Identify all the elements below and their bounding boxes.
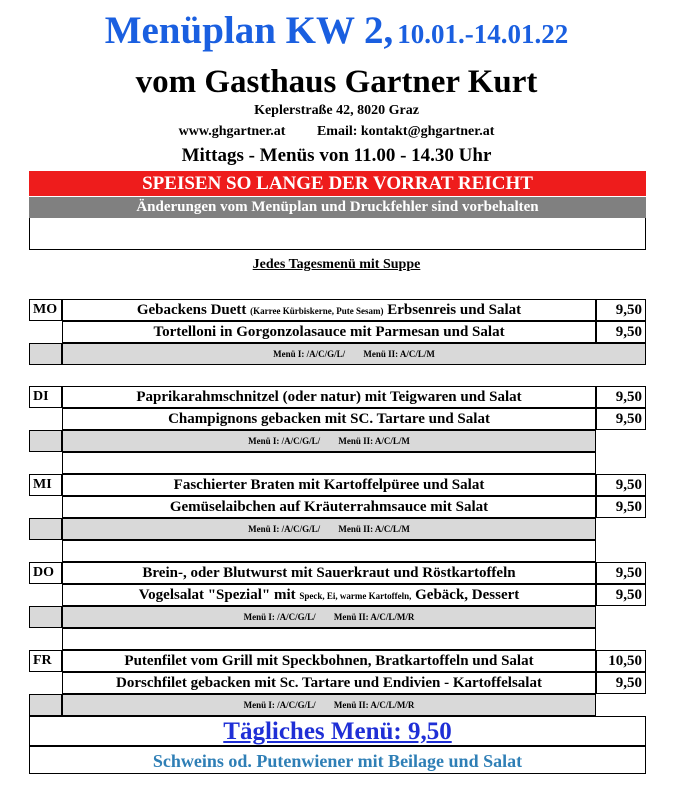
dish-mo-1 (62, 299, 596, 321)
grey-cell (29, 606, 62, 628)
allergen-mi-1: Menü I: /A/C/G/L/ (248, 524, 321, 534)
allergen-fr-1: Menü I: /A/C/G/L/ (243, 700, 316, 710)
notice-gray-banner: Änderungen vom Menüplan und Druckfehler sind vorbehalten (29, 197, 646, 218)
email-link[interactable]: Email: kontakt@ghgartner.at (316, 124, 495, 139)
price-di-1: 9,50 (596, 386, 646, 408)
allergen-mi-2: Menü II: A/C/L/M (338, 524, 410, 534)
notice-red-banner: SPEISEN SO LANGE DER VORRAT REICHT (29, 171, 646, 196)
price-mi-2: 9,50 (596, 496, 646, 518)
allergen-di (62, 430, 596, 452)
opening-hours: Mittags - Menüs von 11.00 - 14.30 Uhr (181, 145, 492, 166)
price-do-1: 9,50 (596, 562, 646, 584)
day-label-do: DO (29, 562, 62, 584)
address: Keplerstraße 42, 8020 Graz (254, 103, 419, 118)
allergen-mo (62, 343, 646, 365)
dish-mi-2: Gemüselaibchen auf Kräuterrahmsauce mit Salat (62, 496, 596, 518)
blank-row (62, 628, 596, 650)
title-main: Menüplan KW 2, (104, 9, 394, 52)
price-fr-1: 10,50 (596, 650, 646, 672)
grey-cell (29, 694, 62, 716)
dish-fr-2: Dorschfilet gebacken mit Sc. Tartare und Endivien - Kartoffelsalat (62, 672, 596, 694)
allergen-do-1: Menü I: /A/C/G/L/ (243, 612, 316, 622)
price-di-2: 9,50 (596, 408, 646, 430)
grey-cell (29, 518, 62, 540)
dish-do-2-main: Vogelsalat "Spezial" mit (138, 587, 296, 603)
website-link[interactable]: www.ghgartner.at (178, 124, 286, 139)
price-do-2: 9,50 (596, 584, 646, 606)
price-mo-2: 9,50 (596, 321, 646, 343)
blank-row (62, 540, 596, 562)
dish-mi-1: Faschierter Braten mit Kartoffelpüree und Salat (62, 474, 596, 496)
allergen-do (62, 606, 596, 628)
allergen-di-2: Menü II: A/C/L/M (338, 436, 410, 446)
price-fr-2: 9,50 (596, 672, 646, 694)
dish-do-2-small: Speck, Ei, warme Kartoffeln, (299, 591, 412, 601)
price-mo-1: 9,50 (596, 299, 646, 321)
day-label-di: DI (29, 386, 62, 408)
dish-mo-1-main: Gebackens Duett (136, 302, 247, 318)
allergen-di-1: Menü I: /A/C/G/L/ (248, 436, 321, 446)
empty-box (29, 218, 646, 250)
day-label-fr: FR (29, 650, 62, 672)
dish-do-1: Brein-, oder Blutwurst mit Sauerkraut und Röstkartoffeln (62, 562, 596, 584)
dish-fr-1: Putenfilet vom Grill mit Speckbohnen, Bratkartoffeln und Salat (62, 650, 596, 672)
dish-do-2-rest: Gebäck, Dessert (415, 587, 520, 603)
dish-do-2 (62, 584, 596, 606)
grey-cell (29, 430, 62, 452)
page-title (0, 8, 673, 53)
allergen-mi (62, 518, 596, 540)
contact-line (0, 124, 673, 140)
daily-menu-description: Schweins od. Putenwiener mit Beilage und Salat (29, 746, 646, 774)
dish-mo-1-small: (Karree Kürbiskerne, Pute Sesam) (250, 306, 384, 316)
price-mi-1: 9,50 (596, 474, 646, 496)
day-label-mi: MI (29, 474, 62, 496)
restaurant-name: vom Gasthaus Gartner Kurt (135, 64, 538, 100)
dish-di-2: Champignons gebacken mit SC. Tartare und Salat (62, 408, 596, 430)
allergen-mo-2: Menü II: A/C/L/M (363, 349, 435, 359)
allergen-do-2: Menü II: A/C/L/M/R (333, 612, 415, 622)
soup-note: Jedes Tagesmenü mit Suppe (252, 257, 421, 272)
allergen-fr-2: Menü II: A/C/L/M/R (333, 700, 415, 710)
grey-cell (29, 343, 62, 365)
blank-row (62, 452, 596, 474)
dish-mo-2: Tortelloni in Gorgonzolasauce mit Parmesan und Salat (62, 321, 596, 343)
daily-menu-title: Tägliches Menü: 9,50 (29, 716, 646, 746)
dish-mo-1-rest: Erbsenreis und Salat (387, 302, 522, 318)
day-label-mo: MO (29, 299, 62, 321)
dish-di-1: Paprikarahmschnitzel (oder natur) mit Teigwaren und Salat (62, 386, 596, 408)
allergen-mo-1: Menü I: /A/C/G/L/ (273, 349, 346, 359)
allergen-fr (62, 694, 596, 716)
title-dates: 10.01.-14.01.22 (397, 19, 569, 49)
